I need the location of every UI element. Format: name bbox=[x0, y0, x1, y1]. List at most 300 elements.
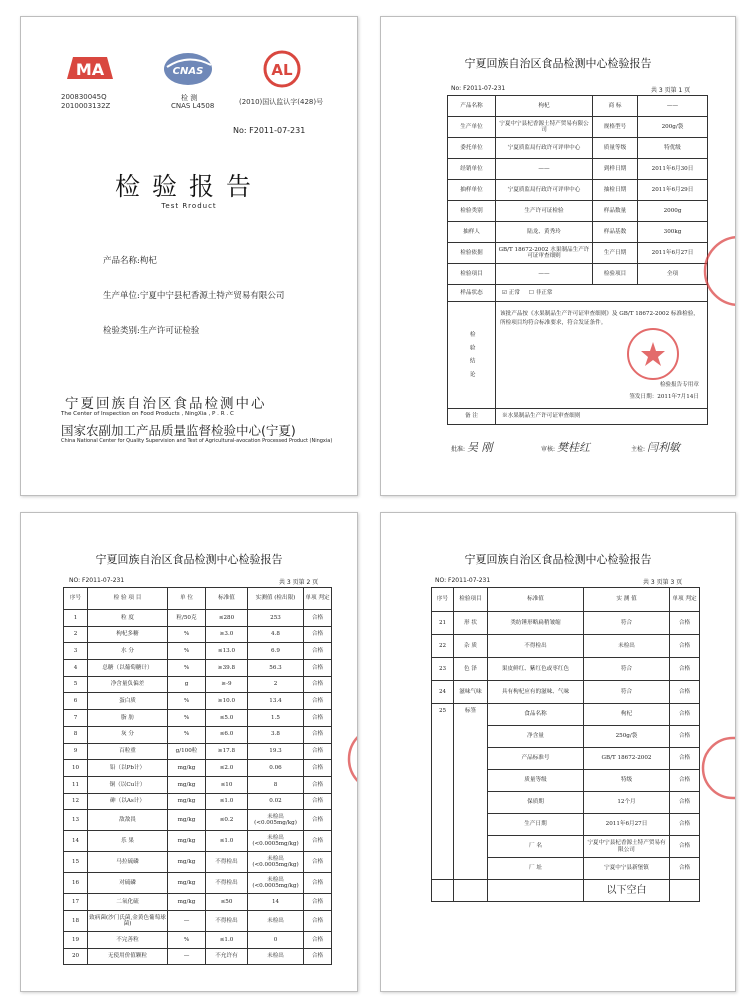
table-cell: mg/kg bbox=[168, 852, 206, 873]
table-cell: mg/kg bbox=[168, 776, 206, 793]
table-cell: 合格 bbox=[670, 858, 700, 880]
table-cell: ≤0.2 bbox=[206, 810, 248, 831]
institute-name-en: The Center of Inspection on Food Products , NingXia , P . R . C bbox=[61, 411, 234, 417]
table-cell: 1.5 bbox=[248, 710, 304, 727]
table-cell: 枸杞多糖 bbox=[88, 626, 168, 643]
table-cell: 砷（以As计） bbox=[88, 793, 168, 810]
cal-label: AL bbox=[271, 61, 293, 79]
summary-row bbox=[448, 201, 708, 222]
table-cell: 合格 bbox=[304, 726, 332, 743]
report-number: No: F2011-07-231 bbox=[233, 126, 306, 135]
approve-signature: 批准: 吴 刚 bbox=[451, 441, 493, 454]
table-cell: ≤1.0 bbox=[206, 793, 248, 810]
summary-label-cell: 委托单位 bbox=[448, 138, 496, 159]
table-cell: 质量等级 bbox=[488, 770, 584, 792]
table-cell: 未检出 (<0.005mg/kg) bbox=[248, 810, 304, 831]
table-cell: 24 bbox=[432, 681, 454, 704]
table-cell: 19 bbox=[64, 931, 88, 948]
report-number: NO: F2011-07-231 bbox=[69, 577, 125, 584]
table-cell: mg/kg bbox=[168, 831, 206, 852]
column-header: 单 位 bbox=[168, 588, 206, 610]
table-cell: 0.06 bbox=[248, 760, 304, 777]
summary-label-cell: 抽检日期 bbox=[593, 180, 638, 201]
table-cell: 16 bbox=[64, 873, 88, 894]
table-cell: ≤2.0 bbox=[206, 760, 248, 777]
summary-row bbox=[448, 243, 708, 264]
column-header: 实 测 值 bbox=[584, 588, 670, 612]
page-indicator: 共 3 页第 1 页 bbox=[651, 87, 691, 94]
table-cell: 合格 bbox=[304, 693, 332, 710]
table-cell: % bbox=[168, 726, 206, 743]
sample-status: ☑ 正常 ☐ 非正常 bbox=[496, 285, 708, 302]
table-cell bbox=[670, 880, 700, 902]
table-cell: % bbox=[168, 693, 206, 710]
table-cell: 17 bbox=[64, 894, 88, 911]
checkbox-checked-icon: ☑ bbox=[502, 289, 508, 296]
table-cell: 合格 bbox=[670, 836, 700, 858]
table-cell: 果皮鲜红、紫红色或枣红色 bbox=[488, 658, 584, 681]
table-cell: ≤5.0 bbox=[206, 710, 248, 727]
summary-label-cell: 检验类别 bbox=[448, 201, 496, 222]
summary-label-cell: 样品基数 bbox=[593, 222, 638, 243]
table-cell: 2011年6月27日 bbox=[584, 814, 670, 836]
summary-label-cell: 生产日期 bbox=[593, 243, 638, 264]
national-center-cn: 国家农副加工产品质量监督检验中心(宁夏) bbox=[61, 423, 296, 438]
summary-label-cell: 检验项目 bbox=[593, 264, 638, 285]
summary-value-cell: 2011年6月29日 bbox=[638, 180, 708, 201]
table-cell: 0 bbox=[248, 931, 304, 948]
table-cell: 滋味气味 bbox=[454, 681, 488, 704]
table-cell: 合格 bbox=[304, 931, 332, 948]
summary-value-cell: 全项 bbox=[638, 264, 708, 285]
table-cell: 合格 bbox=[304, 894, 332, 911]
summary-label-cell: 生产单位 bbox=[448, 117, 496, 138]
table-cell: 蛋白质 bbox=[88, 693, 168, 710]
table-row bbox=[64, 852, 332, 873]
table-cell: 厂 址 bbox=[488, 858, 584, 880]
summary-value-cell: 2000g bbox=[638, 201, 708, 222]
table-cell: mg/kg bbox=[168, 760, 206, 777]
remark-label: 备 注 bbox=[448, 409, 496, 425]
summary-row bbox=[448, 96, 708, 117]
table-cell: 12个月 bbox=[584, 792, 670, 814]
cal-code: (2010)国认监认字(428)号 bbox=[239, 98, 324, 106]
category-field: 检验类别:生产许可证检验 bbox=[103, 326, 200, 336]
summary-value-cell: 宁夏质监局行政许可评审中心 bbox=[496, 180, 593, 201]
column-header: 单项 判定 bbox=[304, 588, 332, 610]
table-cell: 对硫磷 bbox=[88, 873, 168, 894]
table-row bbox=[64, 676, 332, 693]
table-cell: % bbox=[168, 710, 206, 727]
cnas-code: CNAS L4508 bbox=[171, 102, 215, 110]
summary-label-cell: 规格型号 bbox=[593, 117, 638, 138]
summary-value-cell: GB/T 18672-2002 水果制品生产许可证审查细则 bbox=[496, 243, 593, 264]
table-row bbox=[432, 635, 700, 658]
table-cell: 合格 bbox=[670, 770, 700, 792]
table-row bbox=[64, 931, 332, 948]
table-row bbox=[64, 810, 332, 831]
table-row bbox=[64, 643, 332, 660]
table-cell: 符合 bbox=[584, 612, 670, 635]
table-cell: 水 分 bbox=[88, 643, 168, 660]
table-cell: % bbox=[168, 626, 206, 643]
cnas-logo-icon bbox=[161, 49, 215, 89]
remark-text: ※水果制品生产许可证审查细则 bbox=[496, 409, 708, 425]
check-signature: 主检: 闫利敏 bbox=[631, 441, 680, 454]
blank-text: 以下空白 bbox=[584, 880, 670, 902]
table-cell: 色 泽 bbox=[454, 658, 488, 681]
table-cell: 合格 bbox=[670, 658, 700, 681]
summary-value-cell: —— bbox=[638, 96, 708, 117]
table-row bbox=[432, 681, 700, 704]
table-cell: 10 bbox=[64, 760, 88, 777]
results-page-2 bbox=[380, 512, 736, 992]
table-cell: 形 状 bbox=[454, 612, 488, 635]
table-row bbox=[64, 894, 332, 911]
table-cell: 百粒重 bbox=[88, 743, 168, 760]
report-title: 宁夏回族自治区食品检测中心检验报告 bbox=[464, 57, 652, 70]
table-cell: 8 bbox=[64, 726, 88, 743]
table-cell: 合格 bbox=[304, 810, 332, 831]
inspection-stamp-icon bbox=[625, 326, 681, 382]
table-cell: 特级 bbox=[584, 770, 670, 792]
table-cell: 合格 bbox=[304, 610, 332, 627]
table-cell: 合格 bbox=[670, 681, 700, 704]
table-cell: 6 bbox=[64, 693, 88, 710]
table-row bbox=[64, 760, 332, 777]
table-cell: 宁夏中宁县新堡镇 bbox=[584, 858, 670, 880]
table-cell: mg/kg bbox=[168, 810, 206, 831]
table-cell: 标签 bbox=[454, 704, 488, 880]
table-cell: 15 bbox=[64, 852, 88, 873]
seam-stamp-icon bbox=[703, 231, 736, 311]
table-cell: 铅（以Pb计） bbox=[88, 760, 168, 777]
table-cell: mg/kg bbox=[168, 894, 206, 911]
institute-name-cn: 宁夏回族自治区食品检测中心 bbox=[65, 396, 267, 412]
table-row bbox=[64, 693, 332, 710]
table-cell: 未检出 (<0.0005mg/kg) bbox=[248, 873, 304, 894]
table-cell: 56.3 bbox=[248, 660, 304, 677]
table-cell: ≥10.0 bbox=[206, 693, 248, 710]
table-cell: 总糖（以葡萄糖计） bbox=[88, 660, 168, 677]
table-row bbox=[64, 660, 332, 677]
table-cell: ≤50 bbox=[206, 894, 248, 911]
table-cell: 未检出 bbox=[248, 948, 304, 965]
table-cell: 敌敌畏 bbox=[88, 810, 168, 831]
table-cell: 2 bbox=[248, 676, 304, 693]
table-cell: 18 bbox=[64, 910, 88, 931]
table-cell: ≤13.0 bbox=[206, 643, 248, 660]
summary-label-cell: 经销单位 bbox=[448, 159, 496, 180]
cnas-check: 检 测 bbox=[181, 94, 198, 102]
table-cell: 合格 bbox=[304, 948, 332, 965]
table-cell: 25 bbox=[432, 704, 454, 880]
table-cell: 不得检出 bbox=[488, 635, 584, 658]
blank-row bbox=[432, 880, 700, 902]
table-cell: 杂 质 bbox=[454, 635, 488, 658]
table-cell: g bbox=[168, 676, 206, 693]
cal-logo-icon bbox=[255, 49, 309, 89]
report-title: 宁夏回族自治区食品检测中心检验报告 bbox=[464, 553, 652, 566]
cover-subtitle: Test Rroduct bbox=[161, 202, 217, 210]
table-cell: ≤1.0 bbox=[206, 931, 248, 948]
table-cell: 脂 肪 bbox=[88, 710, 168, 727]
table-cell: 合格 bbox=[304, 660, 332, 677]
table-cell: 0.02 bbox=[248, 793, 304, 810]
page-indicator: 共 3 页第 2 页 bbox=[279, 579, 319, 586]
table-cell: 未检出 bbox=[248, 910, 304, 931]
table-cell: 合格 bbox=[304, 910, 332, 931]
table-cell: g/100粒 bbox=[168, 743, 206, 760]
summary-value-cell: 2011年6月30日 bbox=[638, 159, 708, 180]
table-cell: 13.4 bbox=[248, 693, 304, 710]
review-signature: 审核: 樊桂红 bbox=[541, 441, 590, 454]
column-header: 序号 bbox=[64, 588, 88, 610]
table-cell: 宁夏中宁县杞香源土特产贸易有限公司 bbox=[584, 836, 670, 858]
report-number: No: F2011-07-231 bbox=[451, 85, 506, 92]
table-cell: 合格 bbox=[670, 726, 700, 748]
report-summary-page bbox=[380, 16, 736, 496]
conclusion-cell bbox=[496, 302, 708, 409]
table-cell: % bbox=[168, 643, 206, 660]
summary-label-cell: 抽样单位 bbox=[448, 180, 496, 201]
column-header: 标准值 bbox=[488, 588, 584, 612]
table-cell: 粒 度 bbox=[88, 610, 168, 627]
summary-label-cell: 到样日期 bbox=[593, 159, 638, 180]
table-cell: ≤1.0 bbox=[206, 831, 248, 852]
table-cell: mg/kg bbox=[168, 793, 206, 810]
table-row bbox=[64, 626, 332, 643]
table-cell: 22 bbox=[432, 635, 454, 658]
table-cell: % bbox=[168, 931, 206, 948]
summary-row bbox=[448, 138, 708, 159]
table-cell: 不完善粒 bbox=[88, 931, 168, 948]
table-cell: ≥17.8 bbox=[206, 743, 248, 760]
column-header: 检验项目 bbox=[454, 588, 488, 612]
column-header: 实测值 (检出限) bbox=[248, 588, 304, 610]
table-cell: 合格 bbox=[304, 793, 332, 810]
table-cell: 3 bbox=[64, 643, 88, 660]
table-cell: 合格 bbox=[304, 831, 332, 852]
table-cell: 4.8 bbox=[248, 626, 304, 643]
table-cell: 21 bbox=[432, 612, 454, 635]
table-cell: 14 bbox=[248, 894, 304, 911]
table-cell: 净含量 bbox=[488, 726, 584, 748]
table-cell: 二氧化硫 bbox=[88, 894, 168, 911]
label-row bbox=[432, 704, 700, 726]
table-cell: 无使用价值颗粒 bbox=[88, 948, 168, 965]
table-cell: ≤10 bbox=[206, 776, 248, 793]
table-cell: — bbox=[168, 948, 206, 965]
sign-date: 签发日期：2011年7月14日 bbox=[629, 393, 699, 400]
checkbox-empty-icon: ☐ bbox=[528, 289, 534, 296]
table-row bbox=[432, 658, 700, 681]
table-cell: 250g/袋 bbox=[584, 726, 670, 748]
cover-page bbox=[20, 16, 358, 496]
results-table bbox=[431, 587, 700, 902]
national-center-en: China National Center for Quality Supervision and Test of Agricultural-avocation Processed Product (Ningxia) bbox=[61, 438, 333, 444]
column-header: 检 验 项 目 bbox=[88, 588, 168, 610]
table-row bbox=[64, 726, 332, 743]
table-cell: 生产日期 bbox=[488, 814, 584, 836]
table-cell: 合格 bbox=[670, 792, 700, 814]
table-cell: 9 bbox=[64, 743, 88, 760]
table-cell: 具有枸杞应有的滋味、气味 bbox=[488, 681, 584, 704]
sample-status-label: 样品状态 bbox=[448, 285, 496, 302]
table-cell: 未检出 (<0.0005mg/kg) bbox=[248, 852, 304, 873]
table-cell: 净含量负偏差 bbox=[88, 676, 168, 693]
producer-field: 生产单位:宁夏中宁县杞香源土特产贸易有限公司 bbox=[103, 291, 285, 301]
summary-value-cell: 宁夏中宁县杞香源土特产贸易有限公司 bbox=[496, 117, 593, 138]
table-cell: 合格 bbox=[304, 743, 332, 760]
summary-row bbox=[448, 159, 708, 180]
table-cell: 保质期 bbox=[488, 792, 584, 814]
table-cell bbox=[488, 880, 584, 902]
cover-title: 检验报告 bbox=[114, 172, 263, 201]
table-cell: 14 bbox=[64, 831, 88, 852]
results-table bbox=[63, 587, 332, 965]
table-cell: 合格 bbox=[670, 748, 700, 770]
summary-label-cell: 质量等级 bbox=[593, 138, 638, 159]
column-header: 标准值 bbox=[206, 588, 248, 610]
table-cell: 合格 bbox=[304, 873, 332, 894]
table-cell: % bbox=[168, 660, 206, 677]
table-cell: 合格 bbox=[304, 643, 332, 660]
summary-label-cell: 商 标 bbox=[593, 96, 638, 117]
table-cell: 食品名称 bbox=[488, 704, 584, 726]
cma-label: MA bbox=[75, 60, 105, 79]
summary-value-cell: 枸杞 bbox=[496, 96, 593, 117]
table-cell: ≥3.0 bbox=[206, 626, 248, 643]
table-cell: 合格 bbox=[670, 814, 700, 836]
table-cell: 253 bbox=[248, 610, 304, 627]
table-row bbox=[64, 776, 332, 793]
table-cell: 厂 名 bbox=[488, 836, 584, 858]
table-cell: 不得检出 bbox=[206, 910, 248, 931]
column-header: 序号 bbox=[432, 588, 454, 612]
seam-stamp-icon bbox=[347, 719, 358, 799]
table-cell: 符合 bbox=[584, 658, 670, 681]
table-cell: 铜（以Cu计） bbox=[88, 776, 168, 793]
table-cell: 合格 bbox=[304, 852, 332, 873]
table-cell: 枸杞 bbox=[584, 704, 670, 726]
table-cell bbox=[432, 880, 454, 902]
table-cell: 合格 bbox=[670, 612, 700, 635]
table-cell: 合格 bbox=[304, 776, 332, 793]
table-row bbox=[64, 831, 332, 852]
cma-code-2: 2010003132Z bbox=[61, 102, 111, 110]
table-cell: 20 bbox=[64, 948, 88, 965]
table-cell: ≤6.0 bbox=[206, 726, 248, 743]
summary-label-cell: 检验项目 bbox=[448, 264, 496, 285]
table-cell: 不得检出 bbox=[206, 852, 248, 873]
table-row bbox=[64, 873, 332, 894]
table-row bbox=[64, 710, 332, 727]
table-cell: 8 bbox=[248, 776, 304, 793]
product-name-field: 产品名称:枸杞 bbox=[103, 256, 157, 266]
table-cell: 4 bbox=[64, 660, 88, 677]
stamp-caption: 检验报告专用章 bbox=[659, 381, 699, 388]
table-row bbox=[432, 612, 700, 635]
report-title: 宁夏回族自治区食品检测中心检验报告 bbox=[95, 553, 283, 566]
results-page-1 bbox=[20, 512, 358, 992]
table-cell: 7 bbox=[64, 710, 88, 727]
table-cell: 未检出 bbox=[584, 635, 670, 658]
summary-value-cell: 300kg bbox=[638, 222, 708, 243]
table-cell: 23 bbox=[432, 658, 454, 681]
summary-row bbox=[448, 180, 708, 201]
table-cell: 合格 bbox=[670, 635, 700, 658]
cma-logo-icon bbox=[63, 49, 117, 89]
table-cell: 11 bbox=[64, 776, 88, 793]
summary-label-cell: 检验依据 bbox=[448, 243, 496, 264]
table-cell: ≥39.8 bbox=[206, 660, 248, 677]
table-row bbox=[64, 910, 332, 931]
table-cell: ≥-9 bbox=[206, 676, 248, 693]
table-cell: 12 bbox=[64, 793, 88, 810]
table-cell: 合格 bbox=[304, 676, 332, 693]
column-header: 单项 判定 bbox=[670, 588, 700, 612]
page-indicator: 共 3 页第 3 页 bbox=[643, 579, 683, 586]
cma-code-1: 200830045Q bbox=[61, 93, 107, 101]
table-cell: 合格 bbox=[304, 710, 332, 727]
report-number: NO: F2011-07-231 bbox=[435, 577, 491, 584]
table-row bbox=[64, 793, 332, 810]
table-cell: 6.9 bbox=[248, 643, 304, 660]
table-cell: 5 bbox=[64, 676, 88, 693]
table-cell: 乐 果 bbox=[88, 831, 168, 852]
summary-value-cell: 陆龙、黄秀玲 bbox=[496, 222, 593, 243]
summary-value-cell: 生产许可证检验 bbox=[496, 201, 593, 222]
table-cell: 合格 bbox=[304, 626, 332, 643]
summary-value-cell: 宁夏质监局行政许可评审中心 bbox=[496, 138, 593, 159]
table-cell: 不允许有 bbox=[206, 948, 248, 965]
table-cell: 3.8 bbox=[248, 726, 304, 743]
table-cell: — bbox=[168, 910, 206, 931]
table-cell: 合格 bbox=[304, 760, 332, 777]
summary-label-cell: 抽样人 bbox=[448, 222, 496, 243]
table-cell: ≤280 bbox=[206, 610, 248, 627]
table-cell: 符合 bbox=[584, 681, 670, 704]
summary-row bbox=[448, 117, 708, 138]
cnas-label: CNAS bbox=[172, 66, 204, 77]
summary-value-cell: 特优级 bbox=[638, 138, 708, 159]
table-row bbox=[64, 743, 332, 760]
table-row bbox=[64, 610, 332, 627]
table-cell: 马拉硫磷 bbox=[88, 852, 168, 873]
table-cell: 2 bbox=[64, 626, 88, 643]
table-cell: 不得检出 bbox=[206, 873, 248, 894]
summary-row bbox=[448, 264, 708, 285]
summary-label-cell: 样品数量 bbox=[593, 201, 638, 222]
seam-stamp-icon bbox=[693, 733, 735, 803]
table-cell: 19.3 bbox=[248, 743, 304, 760]
summary-value-cell: —— bbox=[496, 159, 593, 180]
table-cell: 合格 bbox=[670, 704, 700, 726]
table-row bbox=[64, 948, 332, 965]
table-cell: mg/kg bbox=[168, 873, 206, 894]
table-cell: 产品标准号 bbox=[488, 748, 584, 770]
table-cell bbox=[454, 880, 488, 902]
summary-value-cell: 2011年6月27日 bbox=[638, 243, 708, 264]
table-cell: 未检出 (<0.0005mg/kg) bbox=[248, 831, 304, 852]
table-cell: GB/T 18672-2002 bbox=[584, 748, 670, 770]
conclusion-label: 检 验 结 论 bbox=[448, 302, 496, 409]
table-cell: 灰 分 bbox=[88, 726, 168, 743]
table-cell: 粒/50克 bbox=[168, 610, 206, 627]
table-cell: 致病菌(沙门氏菌,金黄色葡萄球菌) bbox=[88, 910, 168, 931]
table-cell: 类纺锤形略扁稍皱缩 bbox=[488, 612, 584, 635]
